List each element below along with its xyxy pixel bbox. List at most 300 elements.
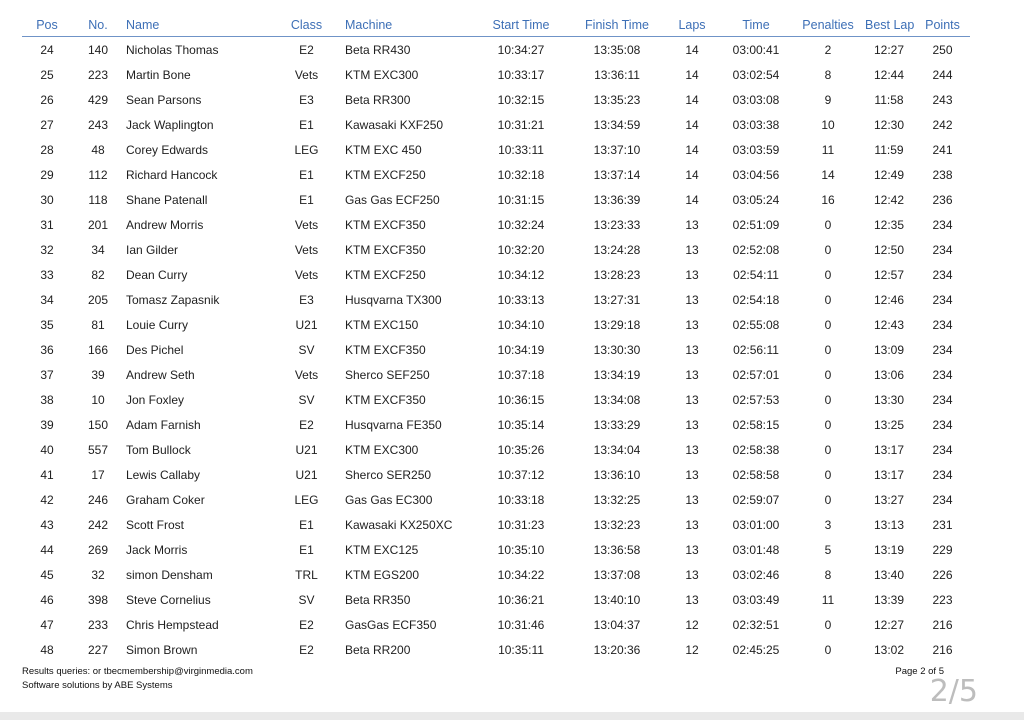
cell-class: LEG <box>294 492 319 507</box>
cell-time: 02:57:53 <box>732 392 780 407</box>
cell-finish: 13:36:39 <box>593 192 641 207</box>
cell-start: 10:35:26 <box>497 442 545 457</box>
cell-name: Ian Gilder <box>126 242 179 257</box>
cell-penalties: 0 <box>824 367 832 382</box>
cell-class: E3 <box>299 92 314 107</box>
cell-best-lap: 13:17 <box>873 467 905 482</box>
cell-pos: 31 <box>40 217 54 232</box>
table-row <box>22 287 970 312</box>
cell-class: E2 <box>299 42 314 57</box>
cell-machine: KTM EXC150 <box>345 317 419 332</box>
cell-best-lap: 12:44 <box>873 67 905 82</box>
cell-class: E1 <box>299 542 314 557</box>
cell-machine: Kawasaki KX250XC <box>345 517 453 532</box>
cell-pos: 42 <box>40 492 54 507</box>
cell-pos: 46 <box>40 592 54 607</box>
cell-laps: 13 <box>685 567 699 582</box>
cell-laps: 13 <box>685 242 699 257</box>
cell-no: 32 <box>91 567 105 582</box>
cell-laps: 13 <box>685 442 699 457</box>
cell-start: 10:32:18 <box>497 167 545 182</box>
cell-class: U21 <box>295 467 318 482</box>
cell-penalties: 0 <box>824 217 832 232</box>
cell-pos: 44 <box>40 542 54 557</box>
cell-machine: Husqvarna FE350 <box>345 417 442 432</box>
cell-no: 242 <box>87 517 109 532</box>
cell-machine: Beta RR430 <box>345 42 411 57</box>
cell-name: Andrew Morris <box>126 217 204 232</box>
cell-pos: 38 <box>40 392 54 407</box>
results-body <box>22 37 970 663</box>
cell-best-lap: 12:49 <box>873 167 905 182</box>
cell-no: 10 <box>91 392 105 407</box>
cell-time: 02:59:07 <box>732 492 780 507</box>
cell-penalties: 14 <box>821 167 835 182</box>
cell-name: Des Pichel <box>126 342 184 357</box>
cell-time: 02:55:08 <box>732 317 780 332</box>
cell-finish: 13:34:59 <box>593 117 641 132</box>
cell-class: Vets <box>294 217 319 232</box>
cell-penalties: 0 <box>824 267 832 282</box>
header-row <box>22 14 970 37</box>
cell-best-lap: 13:39 <box>873 592 905 607</box>
cell-machine: Gas Gas ECF250 <box>345 192 440 207</box>
column-header-best-lap: Best Lap <box>863 14 915 37</box>
cell-penalties: 3 <box>824 517 832 532</box>
cell-finish: 13:36:58 <box>593 542 641 557</box>
cell-time: 02:54:18 <box>732 292 780 307</box>
cell-laps: 13 <box>685 592 699 607</box>
table-row <box>22 337 970 362</box>
cell-best-lap: 12:42 <box>873 192 905 207</box>
column-header-machine: Machine <box>343 14 473 37</box>
column-header-time: Time <box>719 14 793 37</box>
cell-time: 03:03:38 <box>732 117 780 132</box>
cell-machine: KTM EXC300 <box>345 67 419 82</box>
cell-class: LEG <box>294 142 319 157</box>
cell-no: 269 <box>87 542 109 557</box>
cell-time: 03:01:00 <box>732 517 780 532</box>
cell-best-lap: 13:19 <box>873 542 905 557</box>
cell-laps: 13 <box>685 392 699 407</box>
cell-machine: KTM EXCF350 <box>345 217 426 232</box>
table-row <box>22 537 970 562</box>
cell-points: 234 <box>932 292 953 307</box>
cell-points: 238 <box>932 167 953 182</box>
table-row <box>22 62 970 87</box>
cell-no: 227 <box>87 642 109 657</box>
cell-finish: 13:35:08 <box>593 42 641 57</box>
cell-pos: 29 <box>40 167 54 182</box>
cell-laps: 13 <box>685 492 699 507</box>
cell-start: 10:36:21 <box>497 592 545 607</box>
cell-best-lap: 11:58 <box>874 92 904 107</box>
cell-no: 223 <box>87 67 109 82</box>
cell-pos: 45 <box>40 567 54 582</box>
cell-laps: 14 <box>685 42 699 57</box>
cell-time: 02:52:08 <box>732 242 780 257</box>
table-row <box>22 237 970 262</box>
cell-pos: 27 <box>40 117 54 132</box>
cell-machine: KTM EXCF350 <box>345 242 426 257</box>
cell-name: Nicholas Thomas <box>126 42 219 57</box>
cell-name: Lewis Callaby <box>126 467 201 482</box>
cell-points: 234 <box>932 217 953 232</box>
cell-penalties: 0 <box>824 442 832 457</box>
cell-points: 234 <box>932 392 953 407</box>
cell-finish: 13:34:08 <box>593 392 641 407</box>
cell-time: 03:03:08 <box>732 92 780 107</box>
cell-points: 234 <box>932 417 953 432</box>
table-row <box>22 37 970 63</box>
cell-pos: 32 <box>40 242 54 257</box>
cell-points: 226 <box>932 567 953 582</box>
cell-finish: 13:40:10 <box>593 592 641 607</box>
cell-no: 17 <box>91 467 105 482</box>
cell-class: Vets <box>294 242 319 257</box>
cell-no: 166 <box>87 342 109 357</box>
cell-start: 10:31:21 <box>497 117 545 132</box>
cell-name: Steve Cornelius <box>126 592 211 607</box>
cell-start: 10:34:19 <box>497 342 545 357</box>
cell-class: E1 <box>299 117 314 132</box>
cell-best-lap: 13:25 <box>873 417 905 432</box>
cell-name: Corey Edwards <box>126 142 209 157</box>
cell-machine: Beta RR350 <box>345 592 411 607</box>
cell-penalties: 0 <box>824 317 832 332</box>
table-row <box>22 387 970 412</box>
cell-machine: KTM EXCF350 <box>345 392 426 407</box>
cell-finish: 13:23:33 <box>593 217 641 232</box>
cell-no: 48 <box>91 142 105 157</box>
cell-start: 10:35:14 <box>497 417 545 432</box>
cell-name: Tomasz Zapasnik <box>126 292 220 307</box>
cell-name: Adam Farnish <box>126 417 201 432</box>
viewer-page-indicator: 2/5 <box>929 674 978 709</box>
cell-no: 140 <box>87 42 109 57</box>
results-table <box>22 14 970 662</box>
cell-penalties: 0 <box>824 492 832 507</box>
results-queries-note: Results queries: or tbecmembership@virginmedia.com <box>22 666 253 677</box>
cell-time: 02:32:51 <box>732 617 780 632</box>
cell-laps: 14 <box>685 92 699 107</box>
cell-time: 03:05:24 <box>732 192 780 207</box>
cell-finish: 13:36:11 <box>594 67 640 82</box>
table-row <box>22 212 970 237</box>
column-header-points: Points <box>915 14 970 37</box>
cell-start: 10:32:15 <box>497 92 545 107</box>
cell-points: 242 <box>932 117 953 132</box>
cell-no: 150 <box>87 417 109 432</box>
cell-no: 201 <box>87 217 109 232</box>
cell-penalties: 5 <box>824 542 832 557</box>
cell-class: E1 <box>299 192 314 207</box>
cell-finish: 13:20:36 <box>593 642 641 657</box>
cell-pos: 47 <box>40 617 54 632</box>
cell-machine: KTM EXC 450 <box>345 142 422 157</box>
cell-machine: Beta RR300 <box>345 92 411 107</box>
cell-laps: 12 <box>685 642 699 657</box>
column-header-name: Name <box>124 14 270 37</box>
cell-best-lap: 12:57 <box>873 267 905 282</box>
table-row <box>22 112 970 137</box>
cell-best-lap: 11:59 <box>874 142 904 157</box>
cell-points: 231 <box>932 517 953 532</box>
cell-time: 02:58:58 <box>732 467 780 482</box>
cell-pos: 41 <box>40 467 54 482</box>
cell-name: Louie Curry <box>126 317 189 332</box>
cell-time: 02:54:11 <box>733 267 779 282</box>
cell-points: 234 <box>932 242 953 257</box>
cell-start: 10:34:12 <box>497 267 545 282</box>
cell-penalties: 0 <box>824 467 832 482</box>
cell-points: 234 <box>932 267 953 282</box>
cell-start: 10:33:11 <box>498 142 544 157</box>
cell-time: 03:03:59 <box>732 142 780 157</box>
cell-best-lap: 12:43 <box>873 317 905 332</box>
cell-no: 429 <box>87 92 109 107</box>
cell-pos: 28 <box>40 142 54 157</box>
table-row <box>22 412 970 437</box>
cell-finish: 13:28:23 <box>593 267 641 282</box>
cell-points: 234 <box>932 442 953 457</box>
cell-laps: 14 <box>685 192 699 207</box>
cell-points: 234 <box>932 467 953 482</box>
cell-class: Vets <box>294 367 319 382</box>
cell-start: 10:34:10 <box>497 317 545 332</box>
cell-name: Andrew Seth <box>126 367 195 382</box>
cell-best-lap: 13:13 <box>873 517 905 532</box>
cell-pos: 36 <box>40 342 54 357</box>
table-row <box>22 187 970 212</box>
cell-no: 118 <box>88 192 108 207</box>
cell-name: Chris Hempstead <box>126 617 219 632</box>
cell-class: U21 <box>295 442 318 457</box>
cell-laps: 14 <box>685 67 699 82</box>
cell-start: 10:33:17 <box>497 67 545 82</box>
cell-points: 250 <box>932 42 953 57</box>
cell-best-lap: 13:06 <box>873 367 905 382</box>
cell-name: Tom Bullock <box>126 442 191 457</box>
cell-machine: KTM EXC125 <box>345 542 419 557</box>
cell-laps: 13 <box>685 292 699 307</box>
cell-finish: 13:32:23 <box>593 517 641 532</box>
cell-time: 02:45:25 <box>732 642 780 657</box>
table-row <box>22 162 970 187</box>
cell-start: 10:34:27 <box>497 42 545 57</box>
column-header-start: Start Time <box>473 14 569 37</box>
cell-penalties: 10 <box>821 117 835 132</box>
cell-penalties: 11 <box>821 142 835 157</box>
cell-penalties: 0 <box>824 392 832 407</box>
cell-start: 10:36:15 <box>497 392 545 407</box>
cell-finish: 13:24:28 <box>593 242 641 257</box>
cell-start: 10:33:13 <box>497 292 545 307</box>
cell-class: U21 <box>295 317 318 332</box>
cell-points: 234 <box>932 492 953 507</box>
cell-finish: 13:35:23 <box>593 92 641 107</box>
column-header-finish: Finish Time <box>569 14 665 37</box>
cell-machine: GasGas ECF350 <box>345 617 437 632</box>
viewer-bottom-bar <box>0 712 1024 720</box>
cell-points: 216 <box>932 642 953 657</box>
cell-class: E3 <box>299 292 314 307</box>
cell-laps: 14 <box>685 117 699 132</box>
cell-class: SV <box>298 342 315 357</box>
cell-name: Scott Frost <box>126 517 185 532</box>
cell-pos: 43 <box>40 517 54 532</box>
cell-best-lap: 12:27 <box>873 617 905 632</box>
cell-best-lap: 13:27 <box>873 492 905 507</box>
cell-machine: Husqvarna TX300 <box>345 292 442 307</box>
cell-time: 02:58:15 <box>732 417 780 432</box>
cell-name: Dean Curry <box>126 267 188 282</box>
cell-laps: 13 <box>685 217 699 232</box>
cell-class: Vets <box>294 67 319 82</box>
cell-time: 02:51:09 <box>732 217 780 232</box>
cell-class: E2 <box>299 642 314 657</box>
cell-start: 10:31:23 <box>497 517 545 532</box>
cell-machine: Sherco SEF250 <box>345 367 430 382</box>
cell-laps: 13 <box>685 267 699 282</box>
table-row <box>22 562 970 587</box>
table-row <box>22 137 970 162</box>
cell-penalties: 0 <box>824 342 832 357</box>
cell-finish: 13:34:04 <box>593 442 641 457</box>
cell-laps: 13 <box>685 417 699 432</box>
cell-no: 246 <box>87 492 109 507</box>
cell-name: Graham Coker <box>126 492 205 507</box>
cell-name: Jon Foxley <box>126 392 185 407</box>
cell-laps: 13 <box>685 517 699 532</box>
cell-time: 03:02:54 <box>732 67 780 82</box>
page-number: Page 2 of 5 <box>895 666 944 677</box>
table-row <box>22 487 970 512</box>
cell-start: 10:37:18 <box>497 367 545 382</box>
cell-start: 10:35:10 <box>497 542 545 557</box>
cell-start: 10:32:24 <box>497 217 545 232</box>
cell-name: Shane Patenall <box>126 192 208 207</box>
cell-time: 03:02:46 <box>732 567 780 582</box>
cell-time: 03:03:49 <box>732 592 780 607</box>
cell-pos: 34 <box>40 292 54 307</box>
cell-best-lap: 13:17 <box>873 442 905 457</box>
cell-name: simon Densham <box>126 567 213 582</box>
cell-points: 223 <box>932 592 953 607</box>
cell-points: 243 <box>932 92 953 107</box>
cell-finish: 13:29:18 <box>593 317 641 332</box>
cell-points: 234 <box>932 367 953 382</box>
cell-finish: 13:37:14 <box>593 167 641 182</box>
cell-pos: 24 <box>40 42 54 57</box>
cell-finish: 13:27:31 <box>593 292 641 307</box>
cell-points: 229 <box>932 542 953 557</box>
cell-penalties: 8 <box>824 67 832 82</box>
cell-finish: 13:36:10 <box>593 467 641 482</box>
cell-best-lap: 13:40 <box>873 567 905 582</box>
table-row <box>22 312 970 337</box>
cell-points: 244 <box>932 67 953 82</box>
column-header-penalties: Penalties <box>793 14 863 37</box>
cell-machine: Kawasaki KXF250 <box>345 117 444 132</box>
cell-finish: 13:33:29 <box>593 417 641 432</box>
cell-points: 234 <box>932 342 953 357</box>
cell-points: 236 <box>932 192 953 207</box>
cell-no: 205 <box>87 292 109 307</box>
cell-start: 10:31:15 <box>497 192 545 207</box>
cell-penalties: 2 <box>824 42 832 57</box>
cell-finish: 13:37:10 <box>593 142 641 157</box>
cell-class: Vets <box>294 267 319 282</box>
cell-pos: 35 <box>40 317 54 332</box>
cell-penalties: 11 <box>821 592 835 607</box>
cell-no: 398 <box>87 592 109 607</box>
cell-name: Richard Hancock <box>126 167 218 182</box>
cell-best-lap: 12:46 <box>873 292 905 307</box>
cell-time: 02:58:38 <box>732 442 780 457</box>
cell-pos: 33 <box>40 267 54 282</box>
cell-penalties: 0 <box>824 242 832 257</box>
cell-start: 10:33:18 <box>497 492 545 507</box>
cell-name: Sean Parsons <box>126 92 202 107</box>
table-row <box>22 262 970 287</box>
cell-no: 39 <box>91 367 105 382</box>
cell-penalties: 0 <box>824 642 832 657</box>
cell-pos: 37 <box>40 367 54 382</box>
cell-class: E1 <box>299 167 314 182</box>
cell-finish: 13:30:30 <box>593 342 641 357</box>
cell-machine: KTM EXCF350 <box>345 342 426 357</box>
cell-machine: KTM EXCF250 <box>345 267 426 282</box>
cell-laps: 14 <box>685 142 699 157</box>
cell-best-lap: 12:50 <box>873 242 905 257</box>
cell-penalties: 8 <box>824 567 832 582</box>
cell-time: 03:04:56 <box>732 167 780 182</box>
cell-laps: 13 <box>685 317 699 332</box>
cell-points: 234 <box>932 317 953 332</box>
cell-no: 34 <box>91 242 105 257</box>
cell-laps: 13 <box>685 342 699 357</box>
table-row <box>22 87 970 112</box>
cell-finish: 13:32:25 <box>593 492 641 507</box>
cell-start: 10:32:20 <box>497 242 545 257</box>
cell-class: E2 <box>299 617 314 632</box>
software-credit: Software solutions by ABE Systems <box>22 680 173 691</box>
cell-best-lap: 13:02 <box>873 642 905 657</box>
cell-laps: 13 <box>685 542 699 557</box>
cell-time: 03:00:41 <box>732 42 780 57</box>
cell-pos: 25 <box>40 67 54 82</box>
cell-machine: KTM EXC300 <box>345 442 419 457</box>
cell-no: 243 <box>87 117 109 132</box>
cell-penalties: 0 <box>824 617 832 632</box>
cell-name: Martin Bone <box>126 67 191 82</box>
cell-machine: KTM EGS200 <box>345 567 420 582</box>
cell-class: SV <box>298 592 315 607</box>
cell-name: Jack Waplington <box>126 117 214 132</box>
cell-machine: Gas Gas EC300 <box>345 492 433 507</box>
table-row <box>22 512 970 537</box>
cell-no: 81 <box>91 317 105 332</box>
cell-time: 03:01:48 <box>732 542 780 557</box>
column-header-pos: Pos <box>22 14 72 37</box>
cell-finish: 13:34:19 <box>593 367 641 382</box>
cell-start: 10:37:12 <box>497 467 545 482</box>
table-row <box>22 362 970 387</box>
column-header-class: Class <box>270 14 343 37</box>
cell-points: 241 <box>932 142 953 157</box>
cell-machine: KTM EXCF250 <box>345 167 426 182</box>
